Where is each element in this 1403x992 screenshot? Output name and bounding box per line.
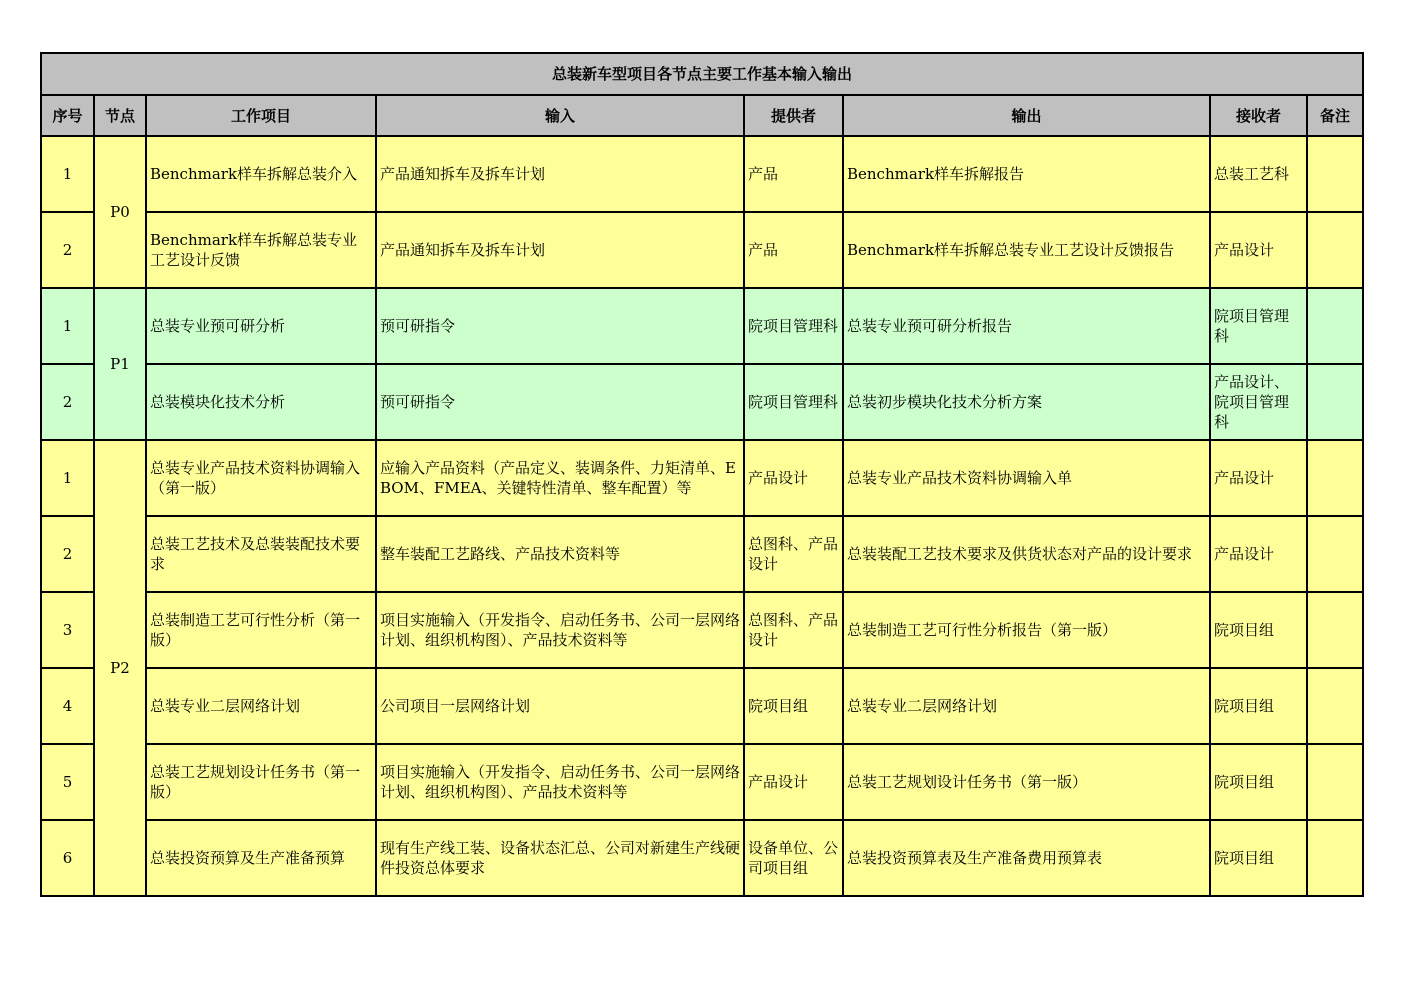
provider-cell: 院项目管理科 <box>744 288 843 364</box>
table-row <box>41 592 1363 668</box>
input-cell: 产品通知拆车及拆车计划 <box>376 212 744 288</box>
provider-cell: 设备单位、公司项目组 <box>744 820 843 896</box>
remark-cell <box>1307 288 1363 364</box>
output-cell: 总装工艺规划设计任务书（第一版） <box>843 744 1210 820</box>
output-cell: Benchmark样车拆解总装专业工艺设计反馈报告 <box>843 212 1210 288</box>
remark-cell <box>1307 516 1363 592</box>
sheet-title: 总装新车型项目各节点主要工作基本输入输出 <box>41 53 1363 95</box>
remark-cell <box>1307 440 1363 516</box>
task-cell: Benchmark样车拆解总装专业工艺设计反馈 <box>146 212 376 288</box>
node-cell-p2: P2 <box>94 440 146 896</box>
input-cell: 项目实施输入（开发指令、启动任务书、公司一层网络计划、组织机构图）、产品技术资料等 <box>376 592 744 668</box>
task-cell: 总装制造工艺可行性分析（第一版） <box>146 592 376 668</box>
input-cell: 整车装配工艺路线、产品技术资料等 <box>376 516 744 592</box>
seq-cell: 1 <box>41 440 94 516</box>
receiver-cell: 产品设计 <box>1210 212 1307 288</box>
seq-cell: 5 <box>41 744 94 820</box>
provider-cell: 产品设计 <box>744 440 843 516</box>
output-cell: 总装装配工艺技术要求及供货状态对产品的设计要求 <box>843 516 1210 592</box>
task-cell: 总装工艺技术及总装装配技术要求 <box>146 516 376 592</box>
provider-cell: 产品设计 <box>744 744 843 820</box>
output-cell: 总装初步模块化技术分析方案 <box>843 364 1210 440</box>
seq-cell: 2 <box>41 364 94 440</box>
task-cell: 总装模块化技术分析 <box>146 364 376 440</box>
header-seq: 序号 <box>41 95 94 136</box>
receiver-cell: 院项目组 <box>1210 592 1307 668</box>
task-cell: 总装投资预算及生产准备预算 <box>146 820 376 896</box>
header-provider: 提供者 <box>744 95 843 136</box>
table-row <box>41 136 1363 212</box>
receiver-cell: 院项目管理科 <box>1210 288 1307 364</box>
seq-cell: 6 <box>41 820 94 896</box>
output-cell: 总装专业产品技术资料协调输入单 <box>843 440 1210 516</box>
receiver-cell: 院项目组 <box>1210 820 1307 896</box>
receiver-cell: 产品设计 <box>1210 516 1307 592</box>
output-cell: 总装专业二层网络计划 <box>843 668 1210 744</box>
task-cell: 总装专业二层网络计划 <box>146 668 376 744</box>
input-cell: 产品通知拆车及拆车计划 <box>376 136 744 212</box>
seq-cell: 2 <box>41 212 94 288</box>
seq-cell: 3 <box>41 592 94 668</box>
table-row <box>41 288 1363 364</box>
task-cell: 总装工艺规划设计任务书（第一版） <box>146 744 376 820</box>
output-cell: 总装投资预算表及生产准备费用预算表 <box>843 820 1210 896</box>
task-cell: Benchmark样车拆解总装介入 <box>146 136 376 212</box>
node-cell-p1: P1 <box>94 288 146 440</box>
table-row <box>41 744 1363 820</box>
input-cell: 预可研指令 <box>376 364 744 440</box>
remark-cell <box>1307 820 1363 896</box>
header-output: 输出 <box>843 95 1210 136</box>
header-input: 输入 <box>376 95 744 136</box>
provider-cell: 总图科、产品设计 <box>744 592 843 668</box>
remark-cell <box>1307 136 1363 212</box>
provider-cell: 院项目组 <box>744 668 843 744</box>
provider-cell: 院项目管理科 <box>744 364 843 440</box>
node-cell-p0: P0 <box>94 136 146 288</box>
output-cell: Benchmark样车拆解报告 <box>843 136 1210 212</box>
remark-cell <box>1307 744 1363 820</box>
input-cell: 项目实施输入（开发指令、启动任务书、公司一层网络计划、组织机构图）、产品技术资料等 <box>376 744 744 820</box>
receiver-cell: 院项目组 <box>1210 744 1307 820</box>
header-node: 节点 <box>94 95 146 136</box>
seq-cell: 4 <box>41 668 94 744</box>
input-cell: 应输入产品资料（产品定义、装调条件、力矩清单、EBOM、FMEA、关键特性清单、整车配置）等 <box>376 440 744 516</box>
provider-cell: 产品 <box>744 136 843 212</box>
task-cell: 总装专业产品技术资料协调输入（第一版） <box>146 440 376 516</box>
header-remark: 备注 <box>1307 95 1363 136</box>
remark-cell <box>1307 668 1363 744</box>
input-cell: 现有生产线工装、设备状态汇总、公司对新建生产线硬件投资总体要求 <box>376 820 744 896</box>
output-cell: 总装制造工艺可行性分析报告（第一版） <box>843 592 1210 668</box>
table-row <box>41 516 1363 592</box>
output-cell: 总装专业预可研分析报告 <box>843 288 1210 364</box>
receiver-cell: 产品设计、院项目管理科 <box>1210 364 1307 440</box>
provider-cell: 产品 <box>744 212 843 288</box>
table-row <box>41 440 1363 516</box>
receiver-cell: 产品设计 <box>1210 440 1307 516</box>
table-row <box>41 820 1363 896</box>
header-receiver: 接收者 <box>1210 95 1307 136</box>
task-cell: 总装专业预可研分析 <box>146 288 376 364</box>
receiver-cell: 院项目组 <box>1210 668 1307 744</box>
io-table <box>40 52 1364 897</box>
remark-cell <box>1307 364 1363 440</box>
input-cell: 预可研指令 <box>376 288 744 364</box>
header-row <box>41 95 1363 136</box>
input-cell: 公司项目一层网络计划 <box>376 668 744 744</box>
provider-cell: 总图科、产品设计 <box>744 516 843 592</box>
remark-cell <box>1307 592 1363 668</box>
remark-cell <box>1307 212 1363 288</box>
table-row <box>41 364 1363 440</box>
header-task: 工作项目 <box>146 95 376 136</box>
seq-cell: 2 <box>41 516 94 592</box>
seq-cell: 1 <box>41 136 94 212</box>
table-row <box>41 212 1363 288</box>
seq-cell: 1 <box>41 288 94 364</box>
table-row <box>41 668 1363 744</box>
receiver-cell: 总装工艺科 <box>1210 136 1307 212</box>
